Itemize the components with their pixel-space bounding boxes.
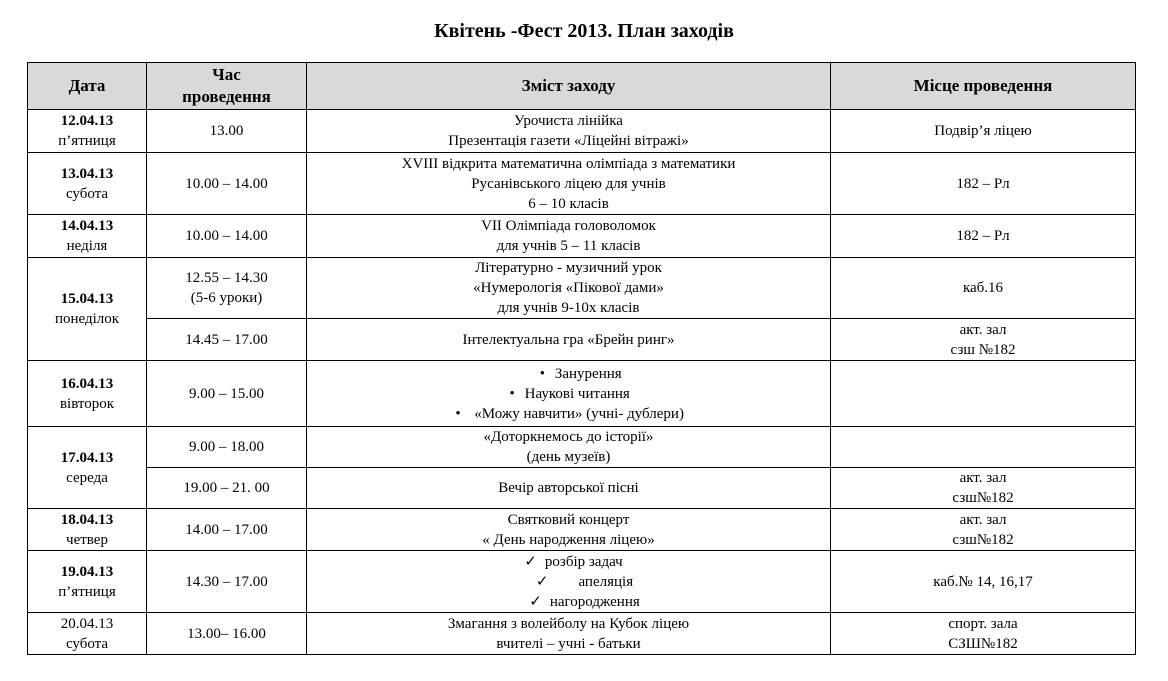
table-row: [28, 153, 1136, 215]
place-cell: [831, 361, 1136, 427]
table-row: [28, 468, 1136, 509]
time-cell: 14.45 – 17.00: [147, 319, 307, 361]
event-line: XVIII відкрита математична олімпіада з математики: [401, 155, 736, 172]
time-cell: 14.00 – 17.00: [147, 509, 307, 551]
event-line: вчителі – учні - батьки: [496, 635, 641, 652]
event-cell: [307, 258, 831, 319]
table-row: [28, 551, 1136, 613]
list-item: [307, 592, 830, 612]
event-line: Змагання з волейболу на Кубок ліцею: [447, 615, 690, 632]
weekday: неділя: [66, 238, 108, 254]
event-cell: [307, 319, 831, 361]
bullet-text: «Можу навчити» (учні- дублери): [474, 405, 684, 422]
table-header-row: [28, 63, 1136, 110]
date-cell: [28, 509, 147, 551]
bullet-icon: •: [539, 365, 545, 382]
event-cell: [307, 215, 831, 258]
table-row: [28, 258, 1136, 319]
table-row: [28, 110, 1136, 153]
date-cell: [28, 613, 147, 655]
time-cell: 13.00– 16.00: [147, 613, 307, 655]
event-line: 6 – 10 класів: [528, 195, 609, 212]
place-line: 182 – Рл: [956, 228, 1010, 244]
date-cell: [28, 153, 147, 215]
time-line: (5-6 уроки): [190, 290, 263, 306]
event-line: Презентація газети «Ліцейні вітражі»: [448, 133, 689, 149]
event-cell: [307, 468, 831, 509]
header-time-line1: Час: [212, 65, 241, 84]
place-line: акт. зал: [959, 511, 1007, 528]
event-cell: [307, 427, 831, 468]
weekday: четвер: [66, 531, 108, 548]
bullet-text: Занурення: [554, 365, 622, 382]
place-line: каб.№ 14, 16,17: [933, 573, 1033, 590]
event-line: Русанівського ліцею для учнів: [471, 175, 666, 192]
header-date: Дата: [28, 63, 147, 110]
time-cell: 9.00 – 15.00: [147, 361, 307, 427]
date: 16.04.13: [60, 375, 114, 392]
place-cell: [831, 319, 1136, 361]
place-line: каб.16: [962, 280, 1004, 296]
weekday: вівторок: [59, 395, 115, 412]
list-item: [307, 552, 830, 572]
event-cell: [307, 110, 831, 153]
place-line: акт. зал: [959, 321, 1007, 338]
event-cell: [307, 551, 831, 613]
list-item: [307, 404, 830, 424]
table-row: [28, 215, 1136, 258]
event-line: Святковий концерт: [507, 511, 630, 528]
event-line: «Нумерологія «Пікової дами»: [473, 280, 664, 296]
time-cell: [147, 258, 307, 319]
date: 13.04.13: [60, 165, 114, 182]
list-item: [307, 384, 830, 404]
place-cell: [831, 110, 1136, 153]
table-row: [28, 361, 1136, 427]
place-line: сзш№182: [952, 531, 1014, 548]
time-cell: 14.30 – 17.00: [147, 551, 307, 613]
place-line: Подвір’я ліцею: [934, 123, 1032, 139]
event-line: для учнів 9-10х класів: [497, 300, 640, 316]
place-cell: [831, 215, 1136, 258]
date: 17.04.13: [60, 449, 114, 466]
weekday: середа: [66, 469, 108, 486]
time-cell: 10.00 – 14.00: [147, 153, 307, 215]
event-line: «Доторкнемось до історії»: [483, 429, 654, 445]
place-line: 182 – Рл: [956, 175, 1010, 192]
place-line: акт. зал: [959, 470, 1007, 486]
time-cell: 10.00 – 14.00: [147, 215, 307, 258]
date-cell: [28, 361, 147, 427]
date: 20.04.13: [60, 615, 114, 632]
weekday: п’ятниця: [58, 133, 116, 149]
page-title: Квітень -Фест 2013. План заходів: [434, 20, 734, 42]
list-item: [307, 572, 830, 592]
time-cell: 13.00: [147, 110, 307, 153]
place-line: СЗШ№182: [948, 635, 1018, 652]
event-cell: [307, 361, 831, 427]
place-cell: [831, 551, 1136, 613]
event-line: Урочиста лінійка: [514, 113, 623, 129]
date: 14.04.13: [60, 218, 114, 234]
place-cell: [831, 427, 1136, 468]
check-text: нагородження: [549, 593, 640, 610]
event-line: Інтелектуальна гра «Брейн ринг»: [462, 331, 675, 348]
weekday: субота: [65, 185, 109, 202]
table-row: [28, 509, 1136, 551]
date-cell: [28, 258, 147, 361]
date-cell: [28, 551, 147, 613]
bullet-icon: •: [455, 405, 461, 422]
checkmark-icon: ✓: [529, 593, 542, 610]
checkmark-icon: ✓: [524, 553, 537, 570]
weekday: понеділок: [54, 311, 120, 327]
header-event: Зміст заходу: [307, 63, 831, 110]
event-line: для учнів 5 – 11 класів: [496, 238, 641, 254]
header-time: [147, 63, 307, 110]
time-cell: 19.00 – 21. 00: [147, 468, 307, 509]
table-row: [28, 613, 1136, 655]
date: 15.04.13: [60, 291, 114, 307]
event-line: Вечір авторської пісні: [498, 480, 639, 496]
place-cell: [831, 468, 1136, 509]
event-line: (день музеїв): [526, 449, 611, 465]
bullet-icon: •: [509, 385, 515, 402]
weekday: п’ятниця: [58, 583, 116, 600]
date: 19.04.13: [60, 563, 114, 580]
table-row: [28, 319, 1136, 361]
weekday: субота: [65, 635, 109, 652]
place-line: спорт. зала: [948, 615, 1018, 632]
event-cell: [307, 613, 831, 655]
event-cell: [307, 509, 831, 551]
date-cell: [28, 427, 147, 509]
place-cell: [831, 509, 1136, 551]
date: 18.04.13: [60, 511, 114, 528]
header-time-line2: проведення: [182, 87, 271, 106]
event-cell: [307, 153, 831, 215]
place-line: сзш№182: [952, 490, 1014, 506]
bullet-text: Наукові читання: [524, 385, 630, 402]
check-text: розбір задач: [544, 553, 623, 570]
date-cell: [28, 110, 147, 153]
place-cell: [831, 258, 1136, 319]
table-row: [28, 427, 1136, 468]
time-line: 12.55 – 14.30: [185, 270, 268, 286]
events-table: [27, 62, 1136, 655]
place-cell: [831, 613, 1136, 655]
event-line: VII Олімпіада головоломок: [481, 218, 656, 234]
event-line: « День народження ліцею»: [482, 531, 655, 548]
date-cell: [28, 215, 147, 258]
date: 12.04.13: [60, 113, 114, 129]
list-item: [307, 364, 830, 384]
header-place: Місце проведення: [831, 63, 1136, 110]
checkmark-icon: ✓: [535, 573, 549, 590]
place-line: сзш №182: [950, 341, 1016, 358]
time-cell: 9.00 – 18.00: [147, 427, 307, 468]
event-line: Літературно - музичний урок: [475, 260, 662, 276]
check-text: апеляція: [578, 573, 634, 590]
place-cell: [831, 153, 1136, 215]
